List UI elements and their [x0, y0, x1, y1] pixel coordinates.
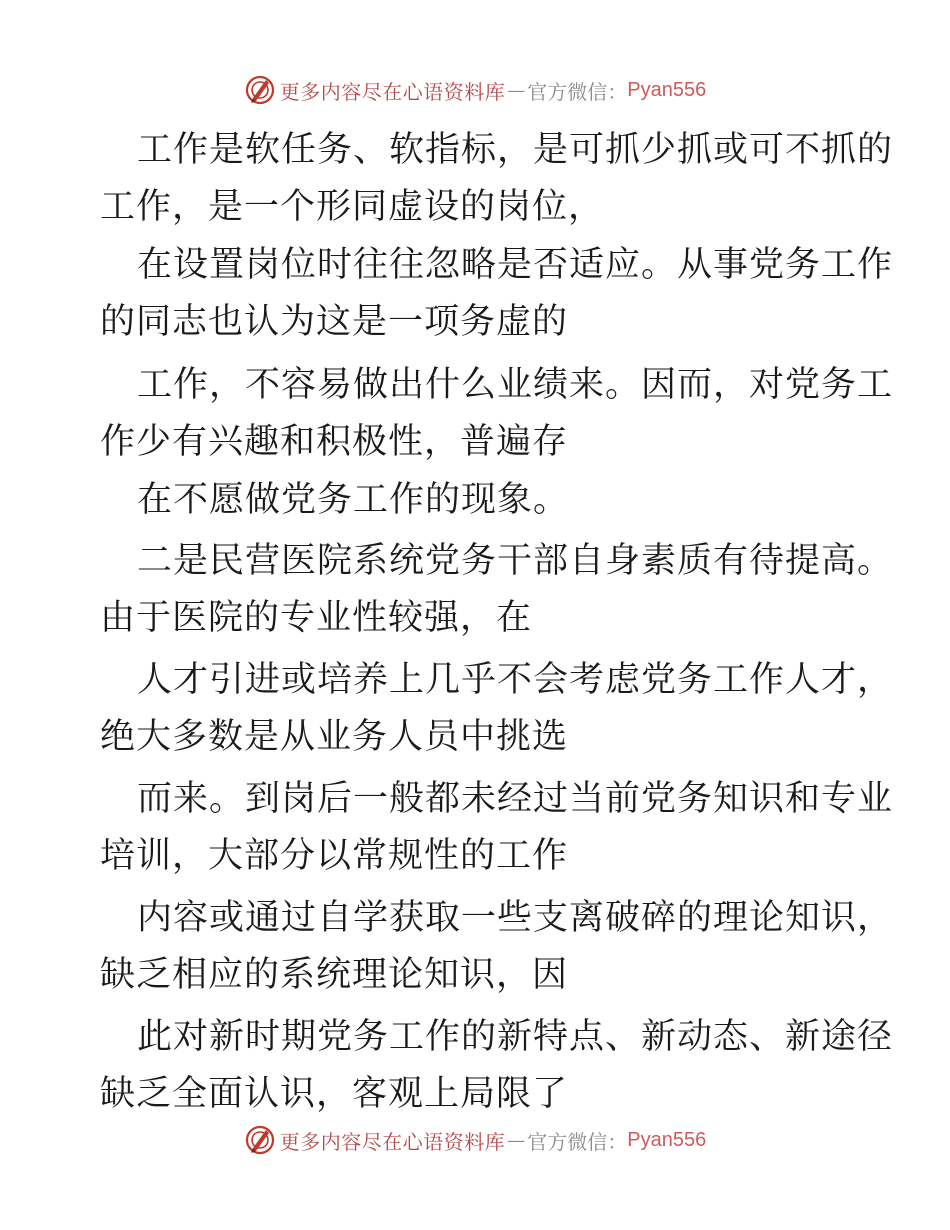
banner-slogan: 更多内容尽在心语资料库 — [279, 79, 506, 104]
banner-contact-id: Pyan556 — [627, 1128, 707, 1151]
text-line: 培训，大部分以常规性的工作 — [100, 836, 569, 876]
text-line: 缺乏相应的系统理论知识，因 — [100, 955, 569, 995]
text-line: 在不愿做党务工作的现象。 — [137, 480, 570, 520]
text-line: 人才引进或培养上几乎不会考虑党务工作人才， — [137, 660, 894, 700]
text-line: 此对新时期党务工作的新特点、新动态、新途径 — [137, 1017, 894, 1057]
text-line: 绝大多数是从业务人员中挑选 — [100, 717, 569, 757]
logo-icon — [244, 74, 276, 106]
banner-dash: — — [507, 1129, 526, 1151]
text-line: 工作，是一个形同虚设的岗位， — [100, 187, 605, 227]
logo-icon — [244, 1124, 276, 1156]
header-banner — [0, 70, 950, 110]
banner-contact-label: 官方微信： — [527, 79, 628, 104]
text-line: 由于医院的专业性较强，在 — [100, 598, 533, 638]
text-line: 作少有兴趣和积极性，普遍存 — [100, 422, 569, 462]
banner-dash: — — [507, 79, 526, 101]
banner-contact-id: Pyan556 — [627, 78, 707, 101]
text-line: 二是民营医院系统党务干部自身素质有待提高。 — [137, 541, 894, 581]
footer-banner — [0, 1120, 950, 1160]
text-line: 而来。到岗后一般都未经过当前党务知识和专业 — [137, 779, 894, 819]
text-line: 的同志也认为这是一项务虚的 — [100, 302, 569, 342]
text-line: 内容或通过自学获取一些支离破碎的理论知识， — [137, 898, 894, 938]
text-line: 缺乏全面认识，客观上局限了 — [100, 1074, 569, 1114]
banner-slogan: 更多内容尽在心语资料库 — [279, 1129, 506, 1154]
text-line: 在设置岗位时往往忽略是否适应。从事党务工作 — [137, 245, 894, 285]
banner-contact-label: 官方微信： — [527, 1129, 628, 1154]
text-line: 工作是软任务、软指标，是可抓少抓或可不抓的 — [137, 130, 894, 170]
text-line: 工作，不容易做出什么业绩来。因而，对党务工 — [137, 365, 894, 405]
